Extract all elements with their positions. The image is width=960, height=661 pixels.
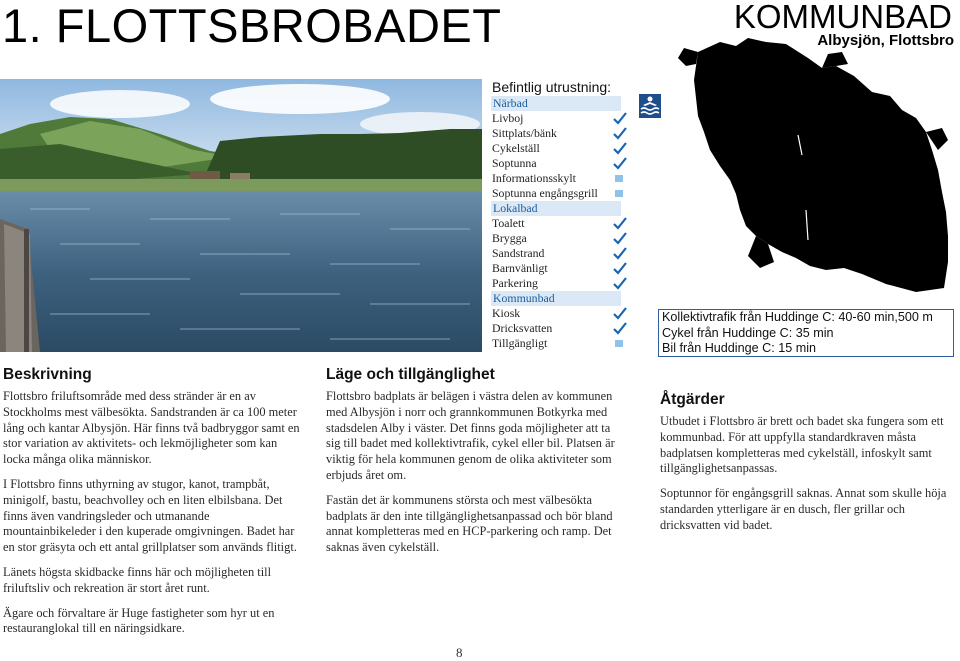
beskrivning-text	[3, 389, 301, 646]
equipment-label: Soptunna	[492, 156, 537, 170]
page-title: 1. FLOTTSBROBADET	[2, 0, 502, 52]
equipment-item	[492, 141, 630, 156]
atgarder-paragraph: Utbudet i Flottsbro är brett och badet ska fungera som ett kommunbad. För att uppfylla standardkraven måsta badplatsen kompletteras med cykelställ, infoskylt samt tillgänglighetsanpassas.	[660, 414, 944, 476]
missing-square-icon	[615, 190, 623, 197]
atgarder-heading: Åtgärder	[660, 391, 725, 408]
missing-square-icon	[615, 340, 623, 347]
checkmark-icon	[613, 322, 627, 335]
lage-paragraph: Fastän det är kommunens största och mest välbesökta badplats är den inte tillgänglighetsanpassad och bör bland annat kompletteras med en HCP-parkering och ramp. Det saknas även cykelställ.	[326, 492, 613, 555]
lage-heading: Läge och tillgänglighet	[326, 366, 495, 383]
atgarder-text	[660, 414, 956, 543]
beach-photo	[0, 79, 482, 352]
equipment-item	[492, 126, 630, 141]
equipment-label: Barnvänligt	[492, 261, 548, 275]
checkmark-icon	[613, 307, 627, 320]
equipment-label: Informationsskylt	[492, 171, 576, 185]
checkmark-icon	[613, 142, 627, 155]
equipment-list	[492, 96, 630, 351]
checkmark-icon	[613, 157, 627, 170]
equipment-label: Brygga	[492, 231, 527, 245]
equipment-heading: Befintlig utrustning:	[492, 79, 612, 95]
equipment-label: Sittplats/bänk	[492, 126, 557, 140]
equipment-category	[491, 201, 621, 216]
equipment-label: Toalett	[492, 216, 525, 230]
beskrivning-paragraph: Ägare och förvaltare är Huge fastigheter som hyr ut en restauranglokal till en näringsidkare.	[3, 605, 275, 636]
equipment-item	[492, 186, 630, 201]
checkmark-icon	[613, 247, 627, 260]
equipment-label: Soptunna engångsgrill	[492, 186, 598, 200]
equipment-item	[492, 276, 630, 291]
equipment-item	[492, 111, 630, 126]
equipment-label: Närbad	[493, 96, 528, 110]
checkmark-icon	[613, 277, 627, 290]
checkmark-icon	[613, 232, 627, 245]
equipment-category	[491, 96, 621, 111]
beskrivning-paragraph: Flottsbro friluftsområde med dess stränder är en av Stockholms mest välbesökta. Sandstranden är ca 100 meter lång och kantar Albysjön. Här finns två badbryggor samt en stor variation av aktivitets- och lekmöjligheter som kan locka många olika människor.	[3, 389, 300, 467]
equipment-label: Kiosk	[492, 306, 521, 320]
equipment-item	[492, 336, 630, 351]
location-subtitle: Albysjön, Flottsbro	[817, 32, 954, 49]
beskrivning-heading: Beskrivning	[3, 366, 92, 383]
equipment-label: Cykelställ	[492, 141, 540, 155]
transport-box	[658, 309, 954, 357]
checkmark-icon	[613, 127, 627, 140]
bathing-site-icon	[639, 94, 661, 118]
map-silhouette	[636, 0, 960, 300]
checkmark-icon	[613, 262, 627, 275]
equipment-item	[492, 261, 630, 276]
transport-car: Bil från Huddinge C: 15 min	[662, 341, 817, 355]
equipment-item	[492, 216, 630, 231]
equipment-label: Sandstrand	[492, 246, 545, 260]
municipality-map	[636, 0, 960, 300]
equipment-label: Parkering	[492, 276, 538, 290]
equipment-label: Lokalbad	[493, 201, 538, 215]
transport-public: Kollektivtrafik från Huddinge C: 40-60 min,500 m	[662, 310, 933, 324]
category-title: KOMMUNBAD	[733, 0, 952, 35]
atgarder-paragraph: Soptunnor för engångsgrill saknas. Annat som skulle höja standarden ytterligare är en dusch, fler grillar och dricksvatten vid badet.	[660, 486, 947, 532]
lage-text	[326, 389, 622, 565]
beskrivning-paragraph: Länets högsta skidbacke finns här och möjligheten till friluftsliv och rekreation är stort året runt.	[3, 564, 272, 595]
transport-bike: Cykel från Huddinge C: 35 min	[662, 325, 834, 340]
page-number: 8	[456, 645, 463, 660]
lake-photo-illustration	[0, 79, 482, 352]
equipment-item	[492, 321, 630, 336]
equipment-label: Livboj	[492, 111, 524, 125]
lage-paragraph: Flottsbro badplats är belägen i västra delen av kommunen med Albysjön i norr och grannkommunen Botkyrka med stadsdelen Alby i väster. Det finns goda möjligheter att ta sig till badet med kollektivtrafik, cykel eller bil. Platsen är viktig för hela kommunen genom de olika aktiviteter som erbjuds året om.	[326, 389, 615, 482]
equipment-category	[491, 291, 621, 306]
equipment-item	[492, 231, 630, 246]
equipment-item	[492, 246, 630, 261]
beskrivning-paragraph: I Flottsbro finns uthyrning av stugor, kanot, trampbåt, minigolf, bastu, beachvolley och en liten elbilsbana. Det finns även vandringsleder och utmanande mountainbikeleder i den kuperade omgivningen. Badet har en stor gräsyta och ett antal grillplatser som används flitigt.	[3, 476, 297, 555]
checkmark-icon	[613, 112, 627, 125]
equipment-label: Kommunbad	[493, 291, 555, 305]
checkmark-icon	[613, 217, 627, 230]
missing-square-icon	[615, 175, 623, 182]
equipment-label: Tillgängligt	[492, 336, 548, 350]
equipment-item	[492, 306, 630, 321]
equipment-item	[492, 156, 630, 171]
equipment-panel	[492, 79, 630, 351]
equipment-item	[492, 171, 630, 186]
equipment-label: Dricksvatten	[492, 321, 553, 335]
